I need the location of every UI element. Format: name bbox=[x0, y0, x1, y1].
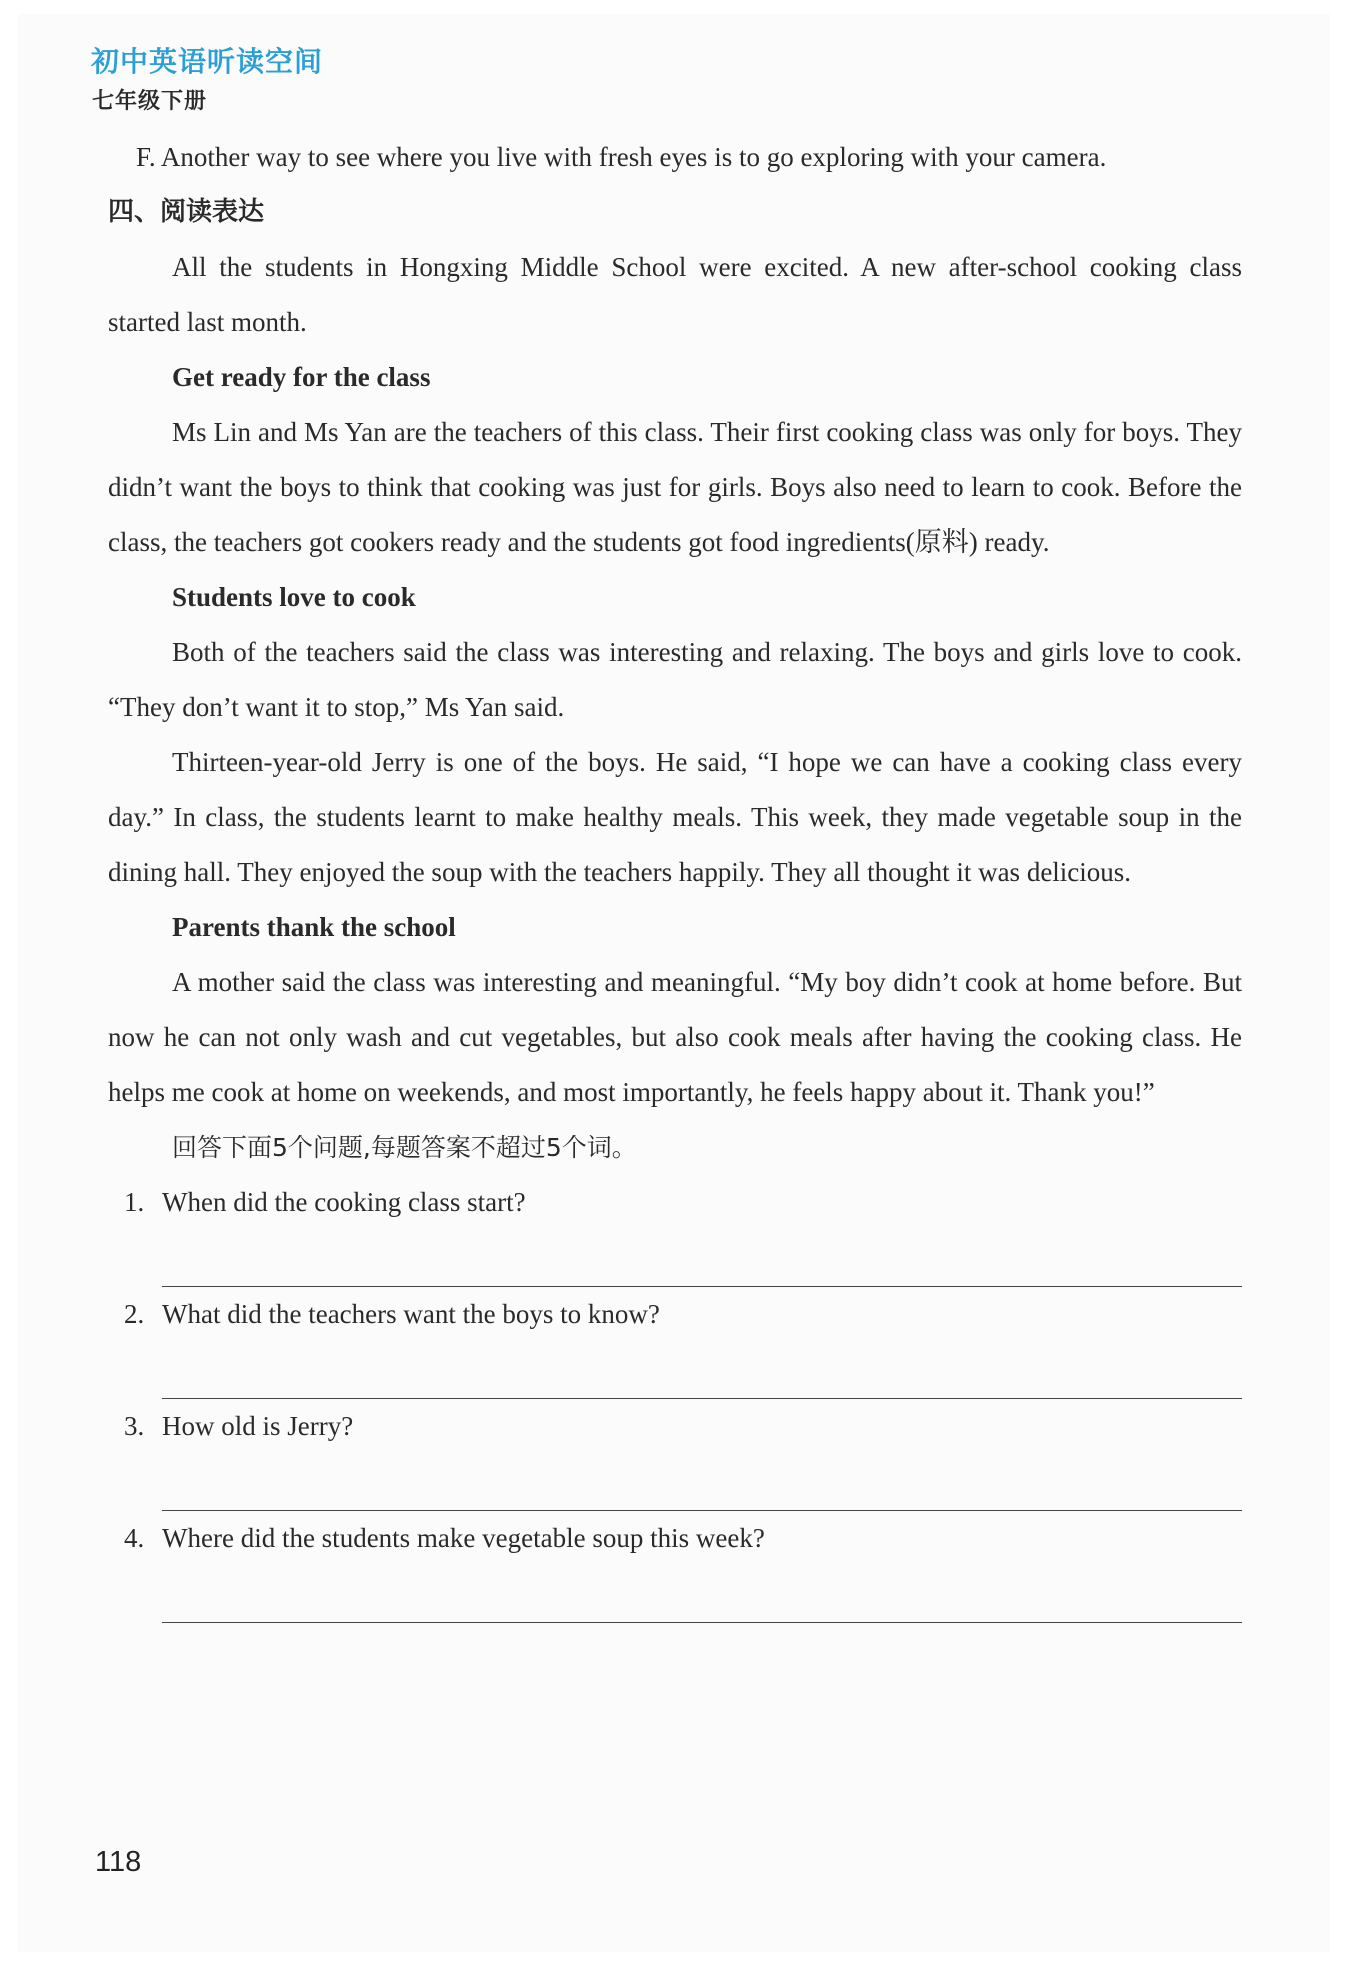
question-text: How old is Jerry? bbox=[162, 1411, 354, 1441]
question-number: 2. bbox=[124, 1299, 145, 1329]
page-number: 118 bbox=[95, 1846, 142, 1878]
paragraph-jerry: Thirteen-year-old Jerry is one of the boys. He said, “I hope we can have a cooking class every day.” In class, the students learnt to make healthy meals. This week, they made vegetable soup in the dining hall. They enjoyed the soup with the teachers happily. They all thought it was delicious. bbox=[108, 747, 1242, 887]
subheading-students-love: Students love to cook bbox=[172, 582, 416, 612]
question-item bbox=[108, 1287, 1242, 1342]
paragraph-mother: A mother said the class was interesting and meaningful. “My boy didn’t cook at home before. But now he can not only wash and cut vegetables, but also cook meals after having the cooking class. He helps me cook at home on weekends, and most importantly, he feels happy about it. Thank you!” bbox=[108, 967, 1242, 1107]
answer-line[interactable] bbox=[162, 1230, 1242, 1287]
option-f: F. Another way to see where you live with fresh eyes is to go exploring with your camera. bbox=[136, 142, 1107, 172]
intro-paragraph: All the students in Hongxing Middle School were excited. A new after-school cooking class started last month. bbox=[108, 252, 1242, 337]
question-instruction: 回答下面5个问题,每题答案不超过5个词。 bbox=[172, 1133, 637, 1162]
grade-subtitle: 七年级下册 bbox=[92, 88, 208, 114]
question-text: Where did the students make vegetable soup this week? bbox=[162, 1523, 765, 1553]
question-number: 4. bbox=[124, 1523, 145, 1553]
question-number: 1. bbox=[124, 1187, 145, 1217]
question-number: 3. bbox=[124, 1411, 145, 1441]
answer-line[interactable] bbox=[162, 1454, 1242, 1511]
answer-line[interactable] bbox=[162, 1566, 1242, 1623]
book-title: 初中英语听读空间 bbox=[91, 45, 324, 78]
subheading-parents-thank: Parents thank the school bbox=[172, 912, 456, 942]
paragraph-relaxing: Both of the teachers said the class was interesting and relaxing. The boys and girls love to cook. “They don’t want it to stop,” Ms Yan said. bbox=[108, 637, 1242, 722]
paragraph-teachers: Ms Lin and Ms Yan are the teachers of this class. Their first cooking class was only for boys. They didn’t want the boys to think that cooking was just for girls. Boys also need to learn to cook. Before the class, the teachers got cookers ready and the students got food ingredients(原料) ready. bbox=[108, 417, 1242, 557]
question-text: When did the cooking class start? bbox=[162, 1187, 526, 1217]
question-item bbox=[108, 1175, 1242, 1230]
subheading-get-ready: Get ready for the class bbox=[172, 362, 431, 392]
question-item bbox=[108, 1399, 1242, 1454]
answer-line[interactable] bbox=[162, 1342, 1242, 1399]
question-item bbox=[108, 1511, 1242, 1566]
page-content bbox=[108, 130, 1242, 1623]
question-text: What did the teachers want the boys to know? bbox=[162, 1299, 660, 1329]
section-title: 四、阅读表达 bbox=[108, 197, 265, 227]
